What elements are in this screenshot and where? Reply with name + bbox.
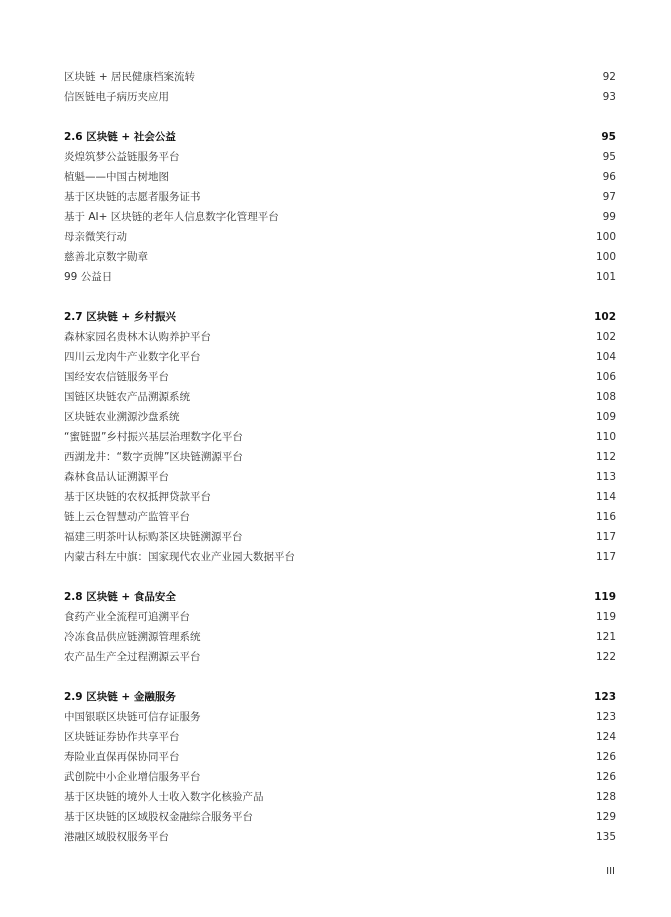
toc-entry[interactable]	[64, 607, 616, 627]
toc-entry-page: 126	[595, 771, 616, 783]
toc-entry-title: 森林家园名贵林木认购养护平台	[64, 331, 211, 343]
toc-entry-title: 武创院中小企业增信服务平台	[64, 771, 201, 783]
toc-entry[interactable]	[64, 87, 616, 107]
toc-entry[interactable]	[64, 327, 616, 347]
toc-entry[interactable]	[64, 787, 616, 807]
toc-entry-title: 2.6 区块链 + 社会公益	[64, 131, 176, 143]
toc-entry-page: 92	[602, 71, 616, 83]
toc-entry[interactable]	[64, 247, 616, 267]
toc-entry[interactable]	[64, 507, 616, 527]
toc-entry-page: 117	[595, 531, 616, 543]
toc-entry-title: 基于区块链的境外人士收入数字化核验产品	[64, 791, 264, 803]
toc-entry-title: 慈善北京数字勋章	[64, 251, 148, 263]
toc-entry-page: 100	[595, 251, 616, 263]
toc-entry-page: 135	[595, 831, 616, 843]
toc-entry-title: 99 公益日	[64, 271, 113, 283]
toc-section-heading[interactable]	[64, 307, 616, 327]
toc-entry-page: 119	[595, 611, 616, 623]
toc-entry-page: 96	[602, 171, 616, 183]
toc-entry-title: 森林食品认证溯源平台	[64, 471, 169, 483]
toc-entry-title: 国链区块链农产品溯源系统	[64, 391, 190, 403]
toc-entry[interactable]	[64, 387, 616, 407]
toc-entry-title: 2.7 区块链 + 乡村振兴	[64, 311, 176, 323]
toc-entry-page: 106	[595, 371, 616, 383]
toc-entry-title: 区块链农业溯源沙盘系统	[64, 411, 180, 423]
toc-entry-page: 99	[602, 211, 616, 223]
toc-entry-title: 区块链证券协作共享平台	[64, 731, 180, 743]
toc-entry-page: 124	[595, 731, 616, 743]
toc-entry-title: 2.9 区块链 + 金融服务	[64, 691, 176, 703]
toc-entry-page: 108	[595, 391, 616, 403]
toc-entry-page: 128	[595, 791, 616, 803]
toc-entry-title: 基于 AI+ 区块链的老年人信息数字化管理平台	[64, 211, 279, 223]
toc-entry-page: 121	[595, 631, 616, 643]
toc-section-heading[interactable]	[64, 127, 616, 147]
toc-entry[interactable]	[64, 427, 616, 447]
toc-entry-title: 四川云龙肉牛产业数字化平台	[64, 351, 201, 363]
toc-entry-title: 基于区块链的志愿者服务证书	[64, 191, 201, 203]
toc-entry-page: 109	[595, 411, 616, 423]
toc-entry-title: 炎煌筑梦公益链服务平台	[64, 151, 180, 163]
toc-entry-page: 126	[595, 751, 616, 763]
toc-entry-page: 104	[595, 351, 616, 363]
toc-entry[interactable]	[64, 547, 616, 567]
toc-entry-page: 122	[595, 651, 616, 663]
toc-entry[interactable]	[64, 167, 616, 187]
toc-entry-title: 母亲微笑行动	[64, 231, 127, 243]
toc-entry-page: 93	[602, 91, 616, 103]
toc-entry-title: 2.8 区块链 + 食品安全	[64, 591, 176, 603]
toc-entry-page: 97	[602, 191, 616, 203]
toc-entry[interactable]	[64, 187, 616, 207]
toc-entry-page: 95	[601, 131, 616, 143]
toc-entry-title: 福建三明茶叶认标购茶区块链溯源平台	[64, 531, 243, 543]
toc-entry[interactable]	[64, 347, 616, 367]
toc-entry[interactable]	[64, 707, 616, 727]
toc-entry[interactable]	[64, 727, 616, 747]
toc-entry-title: 基于区块链的农权抵押贷款平台	[64, 491, 211, 503]
toc-entry[interactable]	[64, 827, 616, 847]
toc-entry-page: 100	[595, 231, 616, 243]
toc-entry-title: 内蒙古科左中旗：国家现代农业产业园大数据平台	[64, 551, 295, 563]
toc-entry-page: 110	[595, 431, 616, 443]
toc-entry-page: 116	[595, 511, 616, 523]
toc-entry[interactable]	[64, 207, 616, 227]
toc-entry-title: 区块链 + 居民健康档案流转	[64, 71, 195, 83]
toc-entry[interactable]	[64, 467, 616, 487]
toc-entry-title: “蜜链盟”乡村振兴基层治理数字化平台	[64, 431, 243, 443]
toc-entry[interactable]	[64, 67, 616, 87]
toc-entry-page: 112	[595, 451, 616, 463]
toc-entry[interactable]	[64, 627, 616, 647]
section-spacer	[64, 287, 616, 307]
toc-entry[interactable]	[64, 527, 616, 547]
toc-entry[interactable]	[64, 747, 616, 767]
toc-entry-title: 信医链电子病历夹应用	[64, 91, 169, 103]
toc-entry-page: 101	[595, 271, 616, 283]
toc-entry-title: 国经安农信链服务平台	[64, 371, 169, 383]
toc-entry-title: 基于区块链的区域股权金融综合服务平台	[64, 811, 253, 823]
toc-entry-title: 链上云仓智慧动产监管平台	[64, 511, 190, 523]
toc-entry[interactable]	[64, 447, 616, 467]
toc-entry-title: 中国银联区块链可信存证服务	[64, 711, 201, 723]
toc-entry[interactable]	[64, 647, 616, 667]
toc-section-heading[interactable]	[64, 687, 616, 707]
toc-entry[interactable]	[64, 807, 616, 827]
toc-entry-page: 95	[602, 151, 616, 163]
section-spacer	[64, 107, 616, 127]
toc-entry[interactable]	[64, 767, 616, 787]
table-of-contents	[64, 67, 616, 847]
toc-entry[interactable]	[64, 487, 616, 507]
toc-entry-title: 寿险业直保再保协同平台	[64, 751, 180, 763]
toc-entry-page: 123	[594, 691, 616, 703]
toc-entry-page: 102	[594, 311, 616, 323]
toc-entry-title: 食药产业全流程可追溯平台	[64, 611, 190, 623]
section-spacer	[64, 667, 616, 687]
toc-entry-page: 102	[595, 331, 616, 343]
page-number: III	[606, 866, 615, 877]
toc-entry[interactable]	[64, 267, 616, 287]
toc-entry-title: 农产品生产全过程溯源云平台	[64, 651, 201, 663]
toc-entry-page: 119	[594, 591, 616, 603]
toc-entry[interactable]	[64, 407, 616, 427]
toc-entry-page: 117	[595, 551, 616, 563]
toc-entry-page: 123	[595, 711, 616, 723]
toc-entry[interactable]	[64, 227, 616, 247]
toc-entry-title: 植魁——中国古树地图	[64, 171, 169, 183]
toc-entry-page: 114	[595, 491, 616, 503]
toc-section-heading[interactable]	[64, 587, 616, 607]
toc-entry-page: 113	[595, 471, 616, 483]
toc-entry[interactable]	[64, 367, 616, 387]
toc-entry-title: 港融区域股权服务平台	[64, 831, 169, 843]
toc-entry-title: 冷冻食品供应链溯源管理系统	[64, 631, 201, 643]
toc-entry-title: 西湖龙井：“数字贡牌”区块链溯源平台	[64, 451, 243, 463]
toc-entry-page: 129	[595, 811, 616, 823]
toc-entry[interactable]	[64, 147, 616, 167]
section-spacer	[64, 567, 616, 587]
